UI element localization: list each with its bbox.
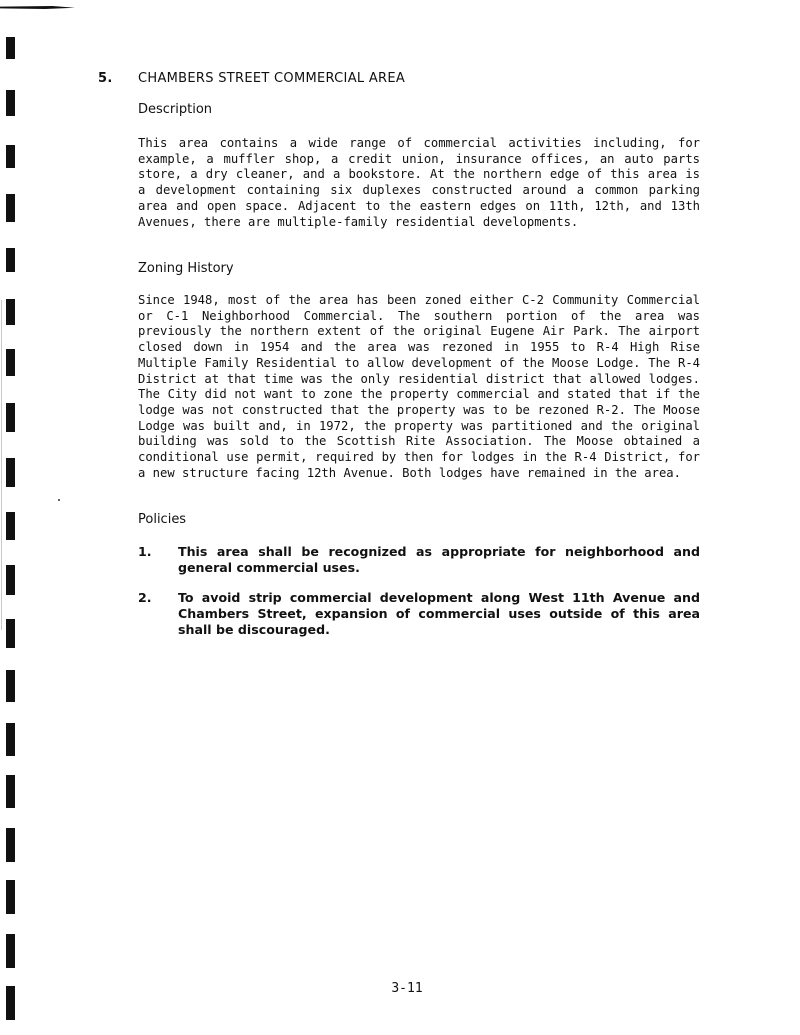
binding-hole-mark <box>6 619 15 648</box>
section-number: 5. <box>98 71 113 86</box>
binding-hole-mark <box>6 723 15 756</box>
binding-hole-mark <box>6 37 15 59</box>
policies-list <box>138 544 700 652</box>
binding-hole-mark <box>6 299 15 325</box>
binding-hole-mark <box>6 145 15 168</box>
scan-artifact-top <box>0 6 75 9</box>
binding-hole-mark <box>6 403 15 432</box>
policy-text: To avoid strip commercial development along West 11th Avenue and Chambers Street, expansion of commercial uses outside of this area shall be discouraged. <box>178 590 700 637</box>
policy-number: 2. <box>138 590 152 605</box>
binding-hole-mark <box>6 670 15 702</box>
binding-hole-mark <box>6 512 15 540</box>
description-paragraph: This area contains a wide range of commercial activities including, for example, a muffler shop, a credit union, insurance offices, an auto parts store, a dry cleaner, and a bookstore. At the northern edge of this area is a development containing six duplexes constructed around a common parking area and open space. Adjacent to the eastern edges on 11th, 12th, and 13th Avenues, there are multiple-family residential developments. <box>138 136 700 229</box>
binding-hole-mark <box>6 775 15 808</box>
scan-speck <box>58 499 60 501</box>
policies-heading: Policies <box>138 512 187 527</box>
binding-hole-mark <box>6 565 15 595</box>
binding-hole-mark <box>6 880 15 914</box>
description-heading: Description <box>138 102 213 117</box>
policy-item <box>138 590 700 638</box>
binding-hole-mark <box>6 934 15 968</box>
policy-item <box>138 544 700 576</box>
binding-edge-rule <box>1 300 2 630</box>
policy-number: 1. <box>138 544 152 559</box>
zoning-history-heading: Zoning History <box>138 261 234 276</box>
binding-hole-mark <box>6 248 15 272</box>
binding-hole-mark <box>6 90 15 116</box>
zoning-history-paragraph: Since 1948, most of the area has been zoned either C-2 Community Commercial or C-1 Neighborhood Commercial. The southern portion of the area was previously the northern extent of the original Eugene Air Park. The airport closed down in 1954 and the area was rezoned in 1955 to R-4 High Rise Multiple Family Residential to allow development of the Moose Lodge. The R-4 District at that time was the only residential district that allowed lodges. The City did not want to zone the property commercial and stated that if the lodge was not constructed that the property was to be rezoned R-2. The Moose Lodge was built and, in 1972, the property was partitioned and the original building was sold to the Scottish Rite Association. The Moose obtained a conditional use permit, required by then for lodges in the R-4 District, for a new structure facing 12th Avenue. Both lodges have remained in the area. <box>138 293 700 480</box>
binding-hole-mark <box>6 349 15 376</box>
policy-text: This area shall be recognized as appropriate for neighborhood and general commercial uses. <box>178 544 700 575</box>
binding-hole-mark <box>6 194 15 222</box>
section-title: CHAMBERS STREET COMMERCIAL AREA <box>138 71 406 86</box>
binding-hole-mark <box>6 828 15 862</box>
page-number: 3-11 <box>391 981 423 996</box>
binding-hole-mark <box>6 458 15 487</box>
